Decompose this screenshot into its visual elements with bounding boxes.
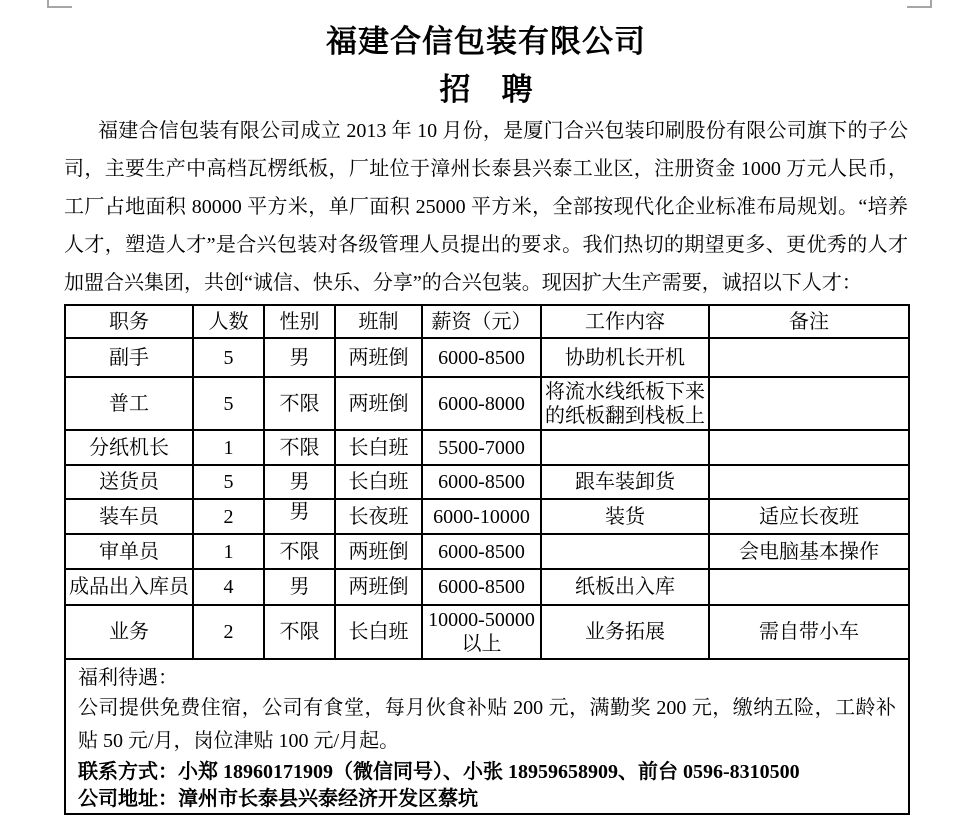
welfare-title: 福利待遇： bbox=[78, 667, 178, 689]
table-footer-row bbox=[65, 659, 909, 814]
cell-position: 装车员 bbox=[65, 499, 193, 534]
cell-headcount: 5 bbox=[193, 338, 264, 377]
cell-position: 副手 bbox=[65, 338, 193, 377]
cell-gender: 不限 bbox=[264, 605, 335, 659]
cell-duties: 装货 bbox=[541, 499, 709, 534]
cell-headcount: 4 bbox=[193, 569, 264, 605]
column-header-gender: 性别 bbox=[264, 305, 335, 338]
cell-shift: 两班倒 bbox=[335, 534, 422, 569]
table-row bbox=[65, 430, 909, 465]
welfare-text: 公司提供免费住宿，公司有食堂，每月伙食补贴 200 元，满勤奖 200 元，缴纳五险，工龄补贴 50 元/月，岗位津贴 100 元/月起。 bbox=[78, 697, 896, 752]
cell-duties bbox=[541, 430, 709, 465]
benefits-cell bbox=[65, 659, 909, 814]
cell-shift: 两班倒 bbox=[335, 338, 422, 377]
cell-gender: 男 bbox=[264, 338, 335, 377]
cell-headcount: 2 bbox=[193, 605, 264, 659]
contact-line: 联系方式：小郑 18960171909（微信同号）、小张 18959658909、前台 0596-8310500 bbox=[78, 761, 800, 783]
cell-notes bbox=[709, 338, 909, 377]
cell-duties: 纸板出入库 bbox=[541, 569, 709, 605]
cell-notes bbox=[709, 377, 909, 430]
page-margin-crop-mark-left bbox=[47, 0, 72, 8]
cell-duties: 协助机长开机 bbox=[541, 338, 709, 377]
cell-shift: 两班倒 bbox=[335, 377, 422, 430]
cell-shift: 两班倒 bbox=[335, 569, 422, 605]
company-title: 福建合信包装有限公司 bbox=[326, 24, 646, 59]
table-row bbox=[65, 569, 909, 605]
address-line: 公司地址：漳州市长泰县兴泰经济开发区蔡坑 bbox=[78, 788, 478, 810]
column-header-notes: 备注 bbox=[709, 305, 909, 338]
cell-gender: 男 bbox=[264, 465, 335, 499]
cell-shift: 长白班 bbox=[335, 465, 422, 499]
recruit-heading: 招 聘 bbox=[439, 72, 533, 107]
page-margin-crop-mark-right bbox=[907, 0, 932, 8]
cell-position: 审单员 bbox=[65, 534, 193, 569]
cell-position: 成品出入库员 bbox=[65, 569, 193, 605]
cell-salary: 6000-10000 bbox=[422, 499, 541, 534]
cell-position: 普工 bbox=[65, 377, 193, 430]
cell-duties: 跟车装卸货 bbox=[541, 465, 709, 499]
cell-headcount: 5 bbox=[193, 377, 264, 430]
cell-notes: 会电脑基本操作 bbox=[709, 534, 909, 569]
cell-headcount: 5 bbox=[193, 465, 264, 499]
cell-headcount: 1 bbox=[193, 534, 264, 569]
column-header-headcount: 人数 bbox=[193, 305, 264, 338]
column-header-shift: 班制 bbox=[335, 305, 422, 338]
cell-salary: 6000-8000 bbox=[422, 377, 541, 430]
cell-salary: 6000-8500 bbox=[422, 338, 541, 377]
table-row bbox=[65, 534, 909, 569]
cell-position: 业务 bbox=[65, 605, 193, 659]
cell-shift: 长白班 bbox=[335, 430, 422, 465]
table-row bbox=[65, 499, 909, 534]
cell-headcount: 2 bbox=[193, 499, 264, 534]
column-header-position: 职务 bbox=[65, 305, 193, 338]
table-row bbox=[65, 605, 909, 659]
intro-paragraph: 福建合信包装有限公司成立 2013 年 10 月份，是厦门合兴包装印刷股份有限公司旗下的子公司，主要生产中高档瓦楞纸板，厂址位于漳州长泰县兴泰工业区，注册资金 1000 万元人民币，工厂占地面积 80000 平方米，单厂面积 25000 平方米，全部按现代化企业标准布局规划。“培养人才，塑造人才”是合兴包装对各级管理人员提出的要求。我们热切的期望更多、更优秀的人才加盟合兴集团，共创“诚信、快乐、分享”的合兴包装。现因扩大生产需要，诚招以下人才： bbox=[64, 120, 908, 294]
cell-position: 分纸机长 bbox=[65, 430, 193, 465]
table-row bbox=[65, 377, 909, 430]
cell-gender: 男 bbox=[264, 499, 335, 534]
cell-notes: 适应长夜班 bbox=[709, 499, 909, 534]
jobs-table bbox=[64, 304, 910, 815]
cell-shift: 长夜班 bbox=[335, 499, 422, 534]
cell-gender: 不限 bbox=[264, 534, 335, 569]
cell-shift: 长白班 bbox=[335, 605, 422, 659]
cell-salary: 6000-8500 bbox=[422, 465, 541, 499]
table-row bbox=[65, 338, 909, 377]
cell-salary: 5500-7000 bbox=[422, 430, 541, 465]
cell-gender: 男 bbox=[264, 569, 335, 605]
cell-notes bbox=[709, 569, 909, 605]
table-row bbox=[65, 465, 909, 499]
cell-duties bbox=[541, 534, 709, 569]
column-header-salary: 薪资（元） bbox=[422, 305, 541, 338]
cell-position: 送货员 bbox=[65, 465, 193, 499]
cell-headcount: 1 bbox=[193, 430, 264, 465]
cell-notes bbox=[709, 465, 909, 499]
column-header-duties: 工作内容 bbox=[541, 305, 709, 338]
cell-duties: 业务拓展 bbox=[541, 605, 709, 659]
table-header-row bbox=[65, 305, 909, 338]
cell-duties: 将流水线纸板下来的纸板翻到栈板上 bbox=[541, 377, 709, 430]
cell-salary: 10000-50000以上 bbox=[422, 605, 541, 659]
cell-salary: 6000-8500 bbox=[422, 534, 541, 569]
cell-notes: 需自带小车 bbox=[709, 605, 909, 659]
cell-salary: 6000-8500 bbox=[422, 569, 541, 605]
cell-gender: 不限 bbox=[264, 377, 335, 430]
cell-notes bbox=[709, 430, 909, 465]
cell-gender: 不限 bbox=[264, 430, 335, 465]
